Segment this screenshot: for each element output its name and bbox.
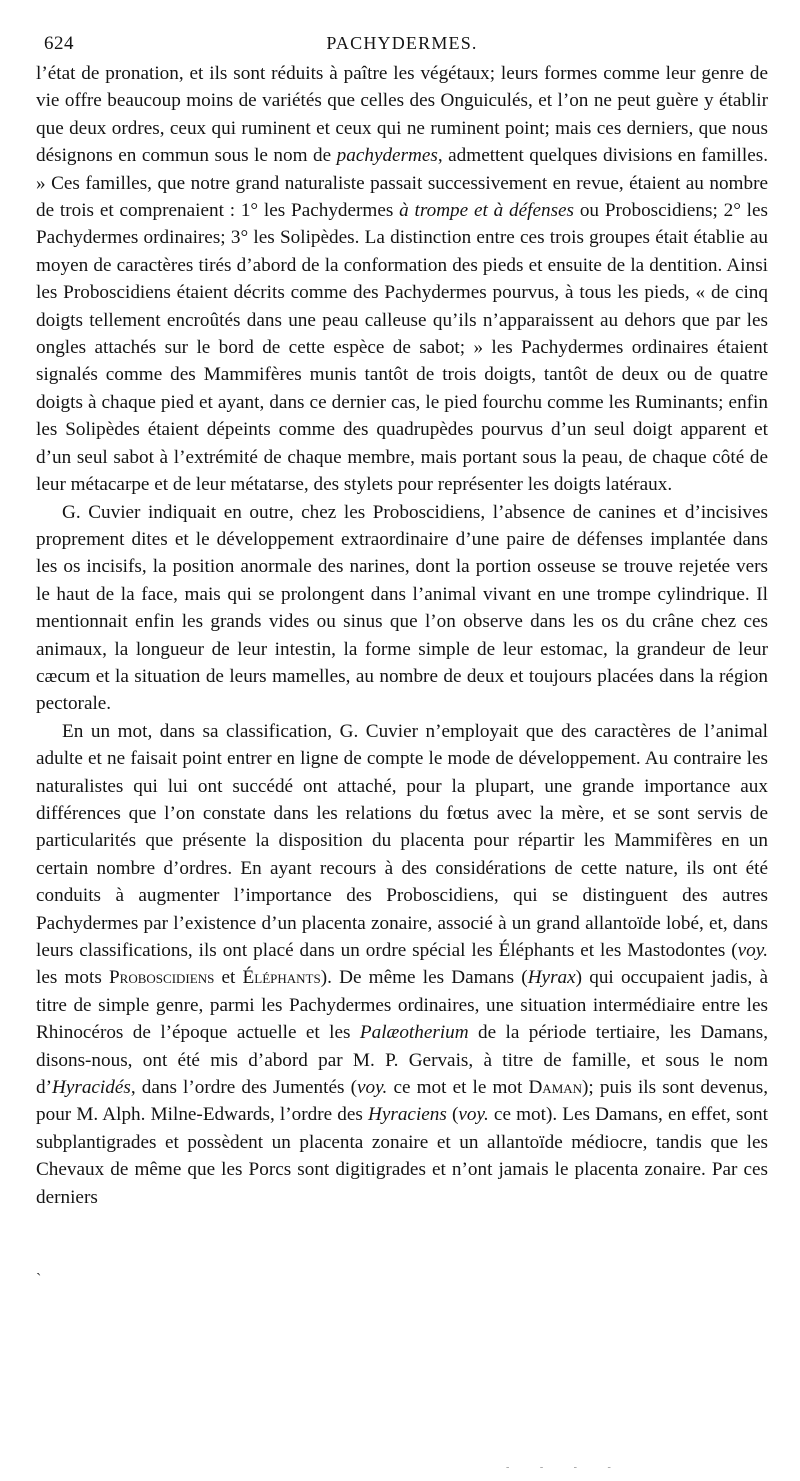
text-run: En un mot, dans sa classification, G. Cuvier n’employait que des caractères de l’animal adulte et ne faisait point entrer en ligne de compte le mode de développement. Au contraire les naturalistes qui lui ont succédé ont attaché, pour la plupart, une grande importance aux différences que l’on constate dans les relations du fœtus avec la mère, et se sont servis de particularités que présente la disposition du placenta pour répartir les Mammifères en un certain nombre d’ordres. En ayant recours à des considérations de cette nature, ils ont été conduits à augmenter l’importance des Proboscidiens, qui se distinguent des autres Pachydermes par l’existence d’un placenta zonaire, associé à un grand allantoïde lobé, et, dans leurs classifications, ils ont placé dans un ordre spécial les Éléphants et les Mastodontes ( xyxy=(36,720,768,961)
small-caps-text: Daman xyxy=(528,1077,583,1099)
text-run: ( xyxy=(446,1104,459,1126)
page-number: 624 xyxy=(44,33,74,54)
small-caps-text: Éléphants xyxy=(242,967,321,989)
italic-text: Hyrax xyxy=(527,967,576,989)
small-caps-text: Proboscidiens xyxy=(109,967,215,989)
paragraph xyxy=(36,60,768,499)
text-run: ). De même les Damans ( xyxy=(320,967,528,989)
paragraph xyxy=(36,499,768,718)
text-run: ); puis ils sont devenus, pour M. Alph. Milne-Edwards, l’ordre des xyxy=(36,1077,768,1126)
italic-text: Hyraciens xyxy=(368,1104,447,1126)
text-run: , dans l’ordre des Jumentés ( xyxy=(130,1077,357,1099)
page-header xyxy=(36,22,768,52)
text-run: de la période tertiaire, les Damans, disons-nous, ont été mis d’abord par M. P. Gervais, à titre de famille, et sous le nom d’ xyxy=(36,1022,768,1099)
italic-text: voy. xyxy=(356,1077,388,1099)
text-run: , admettent quelques divisions en familles. » Ces familles, que notre grand naturaliste passait successivement en revue, étaient au nombre de trois et comprenaient : 1° les Pachydermes xyxy=(36,145,769,222)
italic-text: voy. xyxy=(737,940,768,961)
text-run: ce mot et le mot xyxy=(387,1077,529,1099)
text-run: ) qui occupaient jadis, à titre de simple genre, parmi les Pachydermes ordinaires, une situation intermédiaire entre les Rhinocéros de l’époque actuelle et les xyxy=(36,967,768,1044)
italic-text: voy. xyxy=(458,1104,489,1126)
running-head: PACHYDERMES. xyxy=(326,33,478,53)
paragraph xyxy=(36,718,768,1211)
text-run: et xyxy=(214,967,243,989)
body-text xyxy=(36,60,768,1211)
italic-text: pachydermes xyxy=(336,145,438,167)
italic-text: à trompe et à défenses xyxy=(399,200,575,222)
text-run: G. Cuvier indiquait en outre, chez les Proboscidiens, l’absence de canines et d’incisives proprement dites et le développement extraordinaire d’une paire de défenses implantée dans les os incisifs, la position anormale des narines, dont la portion osseuse se trouve rejetée vers le haut de la face, mais qui se prolongent dans l’animal vivant en une trompe cylindrique. Il mentionnait enfin les grands vides ou sinus que l’on observe dans les os du crâne chez ces animaux, la longueur de leur intestin, la forme simple de leur estomac, la grandeur de leur cæcum et la situation de leurs mamelles, au nombre de deux et toujours placées dans la région pectorale. xyxy=(36,501,768,715)
text-run: l’état de pronation, et ils sont réduits à paître les végétaux; leurs formes comme leur genre de vie offre beaucoup moins de variétés que celles des Onguiculés, et l’on ne peut guère y établir que deux ordres, ceux qui ruminent et ceux qui ne ruminent point; mais ces derniers, que nous désignons en commun sous le nom de xyxy=(36,63,768,167)
italic-text: Hyracidés xyxy=(51,1077,131,1099)
text-run: les mots xyxy=(36,967,110,989)
bottom-scan-marks-icon: - - - - xyxy=(506,1462,625,1473)
text-run: ce mot). Les Damans, en effet, sont subplantigrades et possèdent un placenta zonaire et un allantoïde médiocre, tandis que les Chevaux de même que les Porcs sont digitigrades et n’ont jamais le placenta zonaire. Par ces derniers xyxy=(36,1104,768,1208)
text-run: ou Proboscidiens; 2° les Pachydermes ordinaires; 3° les Solipèdes. La distinction entre ces trois groupes était établie au moyen de caractères tirés d’abord de la conformation des pieds et ensuite de la dentition. Ainsi les Proboscidiens étaient décrits comme des Pachydermes pourvus, à tous les pieds, « de cinq doigts tellement encroûtés dans une peau calleuse qu’ils n’apparaissent au dehors que par les ongles attachés sur le bord de cette espèce de sabot; » les Pachydermes ordinaires étaient signalés comme des Mammifères munis tantôt de trois doigts, tantôt de deux ou de quatre doigts à chaque pied et ayant, dans ce dernier cas, le pied fourchu comme les Ruminants; enfin les Solipèdes étaient dépeints comme des quadrupèdes pourvus d’un seul doigt apparent et d’un seul sabot à l’extrémité de chaque membre, mais portant sous la peau, de chaque côté de leur métacarpe et de leur métatarse, des stylets pour représenter les doigts latéraux. xyxy=(36,200,768,496)
book-page xyxy=(36,22,769,1473)
italic-text: Palæotherium xyxy=(359,1022,469,1044)
margin-mark-icon: ˏ xyxy=(36,1259,42,1276)
